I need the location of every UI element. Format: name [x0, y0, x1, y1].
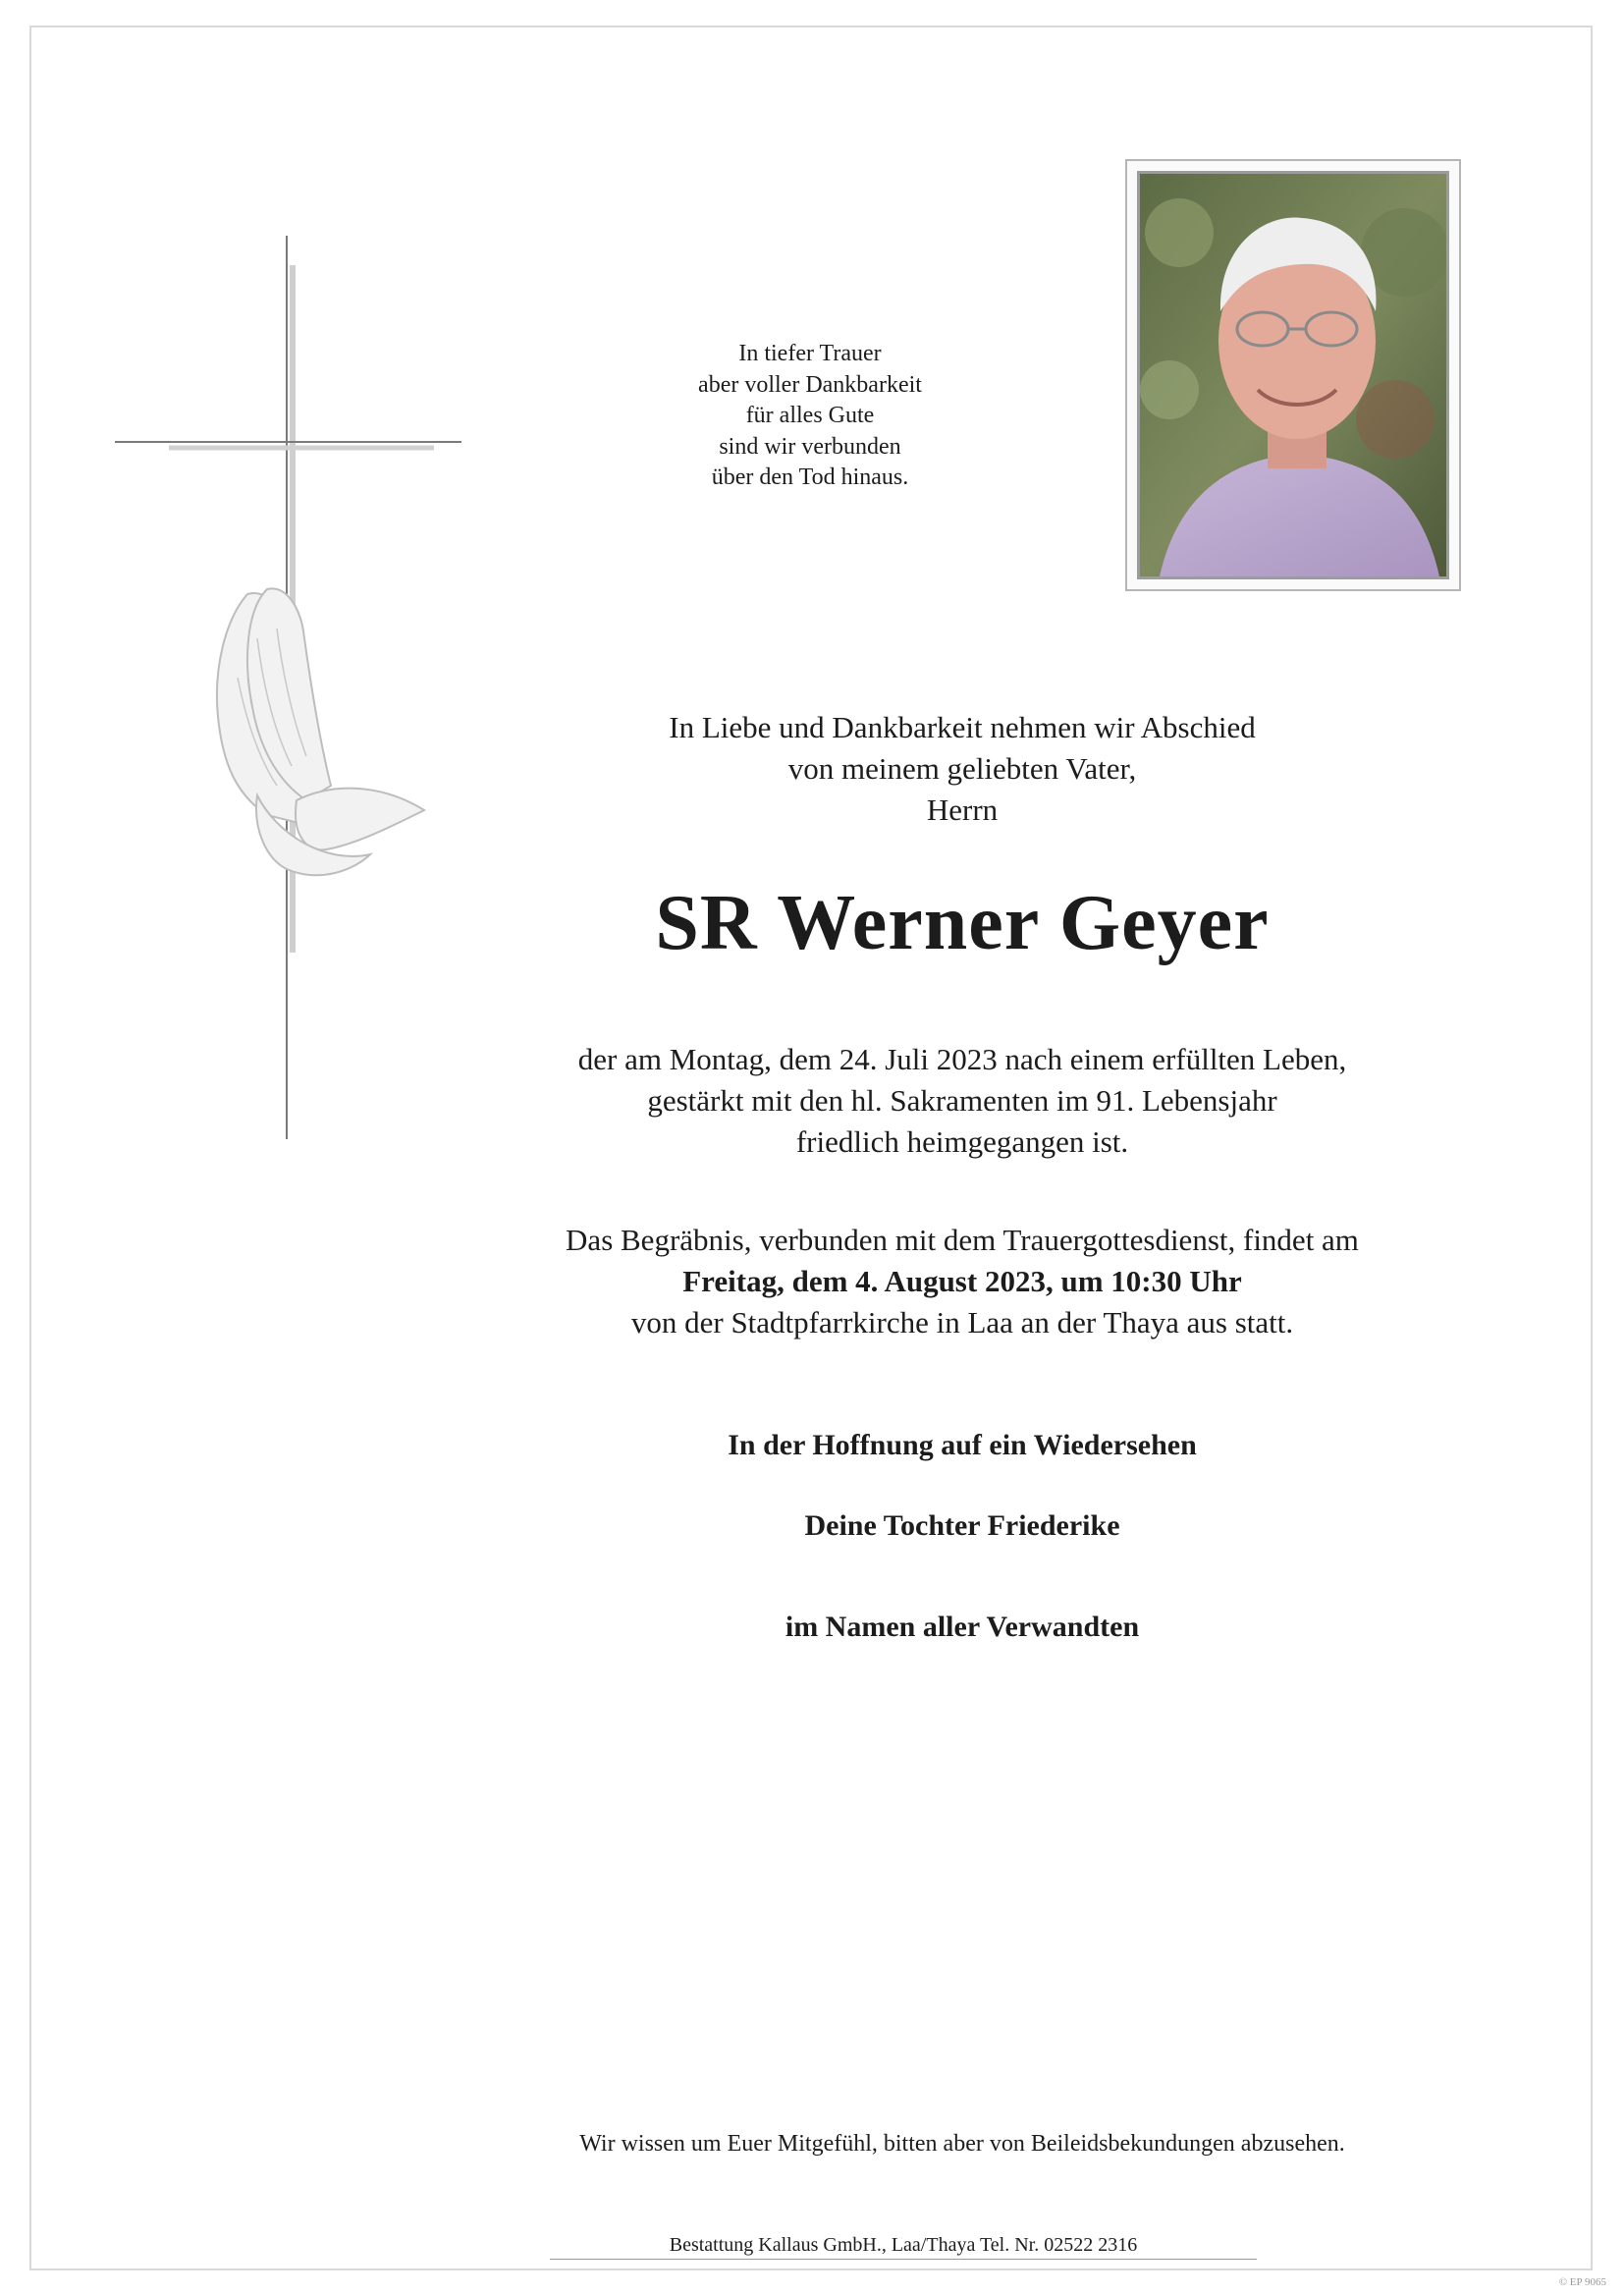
- intro-text: [491, 707, 1434, 831]
- motto-line: über den Tod hinaus.: [711, 465, 909, 490]
- funeral-location: von der Stadtpfarrkirche in Laa an der Thaya aus statt.: [630, 1305, 1294, 1339]
- death-line: friedlich heimgegangen ist.: [795, 1124, 1129, 1159]
- deceased-name: SR Werner Geyer: [655, 880, 1270, 966]
- condolence-note: Wir wissen um Euer Mitgefühl, bitten aber von Beileidsbekundungen abzusehen.: [579, 2131, 1345, 2157]
- motto-line: In tiefer Trauer: [738, 341, 882, 366]
- intro-line: Herrn: [926, 793, 999, 827]
- death-line: gestärkt mit den hl. Sakramenten im 91. Lebensjahr: [647, 1083, 1277, 1118]
- print-code: © EP 9065: [1558, 2276, 1606, 2288]
- relatives-text: im Namen aller Verwandten: [785, 1611, 1140, 1643]
- funeral-line: Das Begräbnis, verbunden mit dem Trauergottesdienst, findet am: [566, 1223, 1359, 1257]
- portrait-photo: [1137, 171, 1449, 579]
- footer-funeral-home: Bestattung Kallaus GmbH., Laa/Thaya Tel. Nr. 02522 2316: [550, 2234, 1257, 2260]
- motto-text: [589, 339, 1031, 494]
- motto-line: für alles Gute: [745, 403, 875, 428]
- death-notice: [491, 1039, 1434, 1163]
- signature-text: Deine Tochter Friederike: [804, 1509, 1120, 1542]
- hope-text: In der Hoffnung auf ein Wiedersehen: [728, 1429, 1197, 1461]
- funeral-notice: [491, 1220, 1434, 1343]
- intro-line: In Liebe und Dankbarkeit nehmen wir Abschied: [669, 710, 1256, 744]
- portrait-photo-frame: [1125, 159, 1461, 591]
- cross-with-praying-hands-icon: [110, 236, 463, 1154]
- motto-line: sind wir verbunden: [719, 433, 901, 460]
- death-line: der am Montag, dem 24. Juli 2023 nach einem erfüllten Leben,: [577, 1042, 1347, 1076]
- intro-line: von meinem geliebten Vater,: [787, 751, 1137, 786]
- funeral-date-time: Freitag, dem 4. August 2023, um 10:30 Uhr: [682, 1264, 1242, 1298]
- motto-line: aber voller Dankbarkeit: [698, 371, 922, 398]
